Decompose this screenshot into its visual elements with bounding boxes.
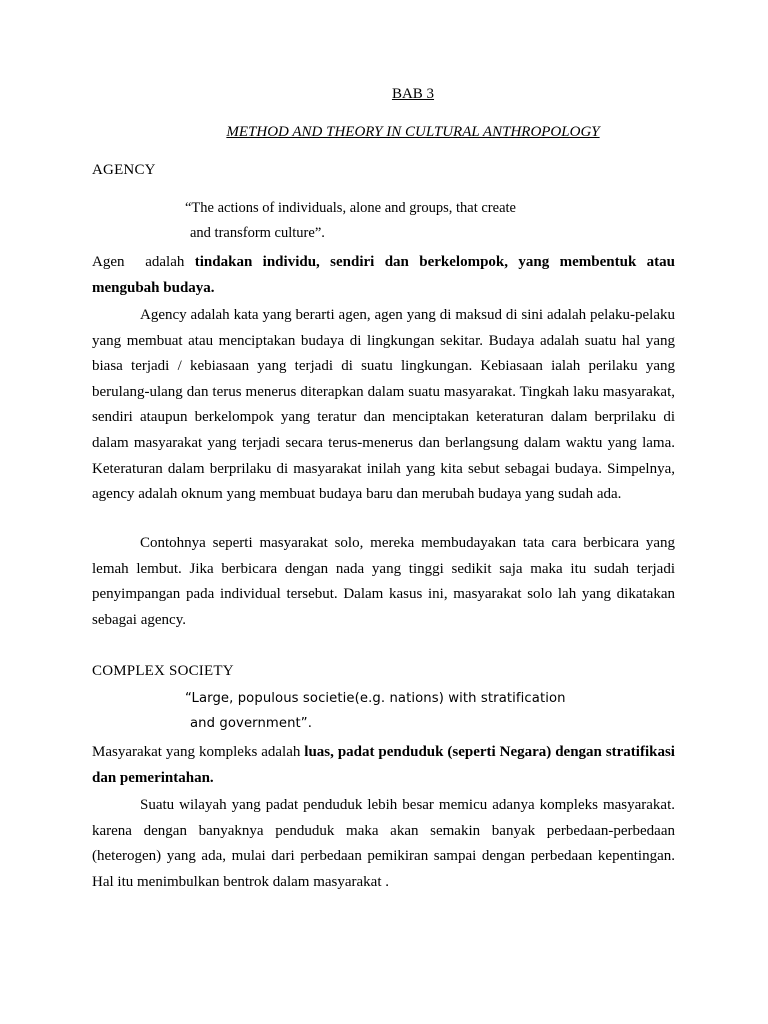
agency-definition-bold: tindakan individu, sendiri dan berkelompok, yang membentuk atau mengubah budaya. xyxy=(92,254,675,296)
chapter-title: METHOD AND THEORY IN CULTURAL ANTHROPOLOGY xyxy=(226,124,600,140)
agency-paragraph-1-text: Agency adalah kata yang berarti agen, agen yang di maksud di sini adalah pelaku-pelaku yang membuat atau menciptakan budaya di lingkungan sekitar. Budaya adalah suatu hal yang biasa terjadi / kebiasaan yang terjadi di suatu lingkungan. Kebiasaan ialah perilaku yang berulang-ulang dan terus menerus diterapkan dalam suatu masyarakat. Tingkah laku masyarakat, sendiri ataupun berkelompok yang teratur dan menciptakan keteraturan dalam berprilaku di dalam masyarakat yang terjadi secara terus-menerus dan berlangsung dalam waktu yang lama. Keteraturan dalam berprilaku di masyarakat inilah yang kita sebut sebagai budaya. Simpelnya, agency adalah oknum yang membuat budaya baru dan merubah budaya yang sudah ada. xyxy=(92,307,675,503)
complex-quote xyxy=(185,686,566,736)
agency-paragraph-2-text: Contohnya seperti masyarakat solo, mereka membudayakan tata cara berbicara yang lemah lembut. Jika berbicara dengan nada yang tinggi sedikit saja maka itu sudah terjadi penyimpangan pada individual tersebut. Dalam kasus ini, masyarakat solo lah yang dikatakan sebagai agency. xyxy=(92,535,675,628)
agency-paragraph-1 xyxy=(92,303,675,508)
complex-definition-prefix: Masyarakat yang kompleks adalah xyxy=(92,744,305,760)
complex-quote-line2: and government”. xyxy=(190,716,313,731)
section-heading-agency: AGENCY xyxy=(92,162,156,178)
section-heading-complex-society: COMPLEX SOCIETY xyxy=(92,663,234,679)
agency-quote-line2: and transform culture”. xyxy=(190,225,325,241)
agency-quote xyxy=(185,196,516,246)
complex-definition xyxy=(92,740,675,791)
agency-quote-line1: “The actions of individuals, alone and groups, that create xyxy=(185,200,516,216)
complex-definition-bold: luas, padat penduduk (seperti Negara) dengan stratifikasi dan pemerintahan. xyxy=(92,744,675,786)
chapter-label: BAB 3 xyxy=(391,86,435,102)
complex-quote-line1: “Large, populous societie(e.g. nations) with stratification xyxy=(185,691,566,706)
agency-paragraph-2 xyxy=(92,531,675,633)
complex-paragraph-1-text: Suatu wilayah yang padat penduduk lebih besar memicu adanya kompleks masyarakat. karena dengan banyaknya penduduk maka akan semakin banyak perbedaan-perbedaan (heterogen) yang ada, mulai dari perbedaan pemikiran sampai dengan perbedaan kepentingan. Hal itu menimbulkan bentrok dalam masyarakat . xyxy=(92,797,675,890)
agency-definition-prefix: Agen adalah xyxy=(92,254,195,270)
complex-paragraph-1 xyxy=(92,793,675,895)
agency-definition xyxy=(92,250,675,301)
